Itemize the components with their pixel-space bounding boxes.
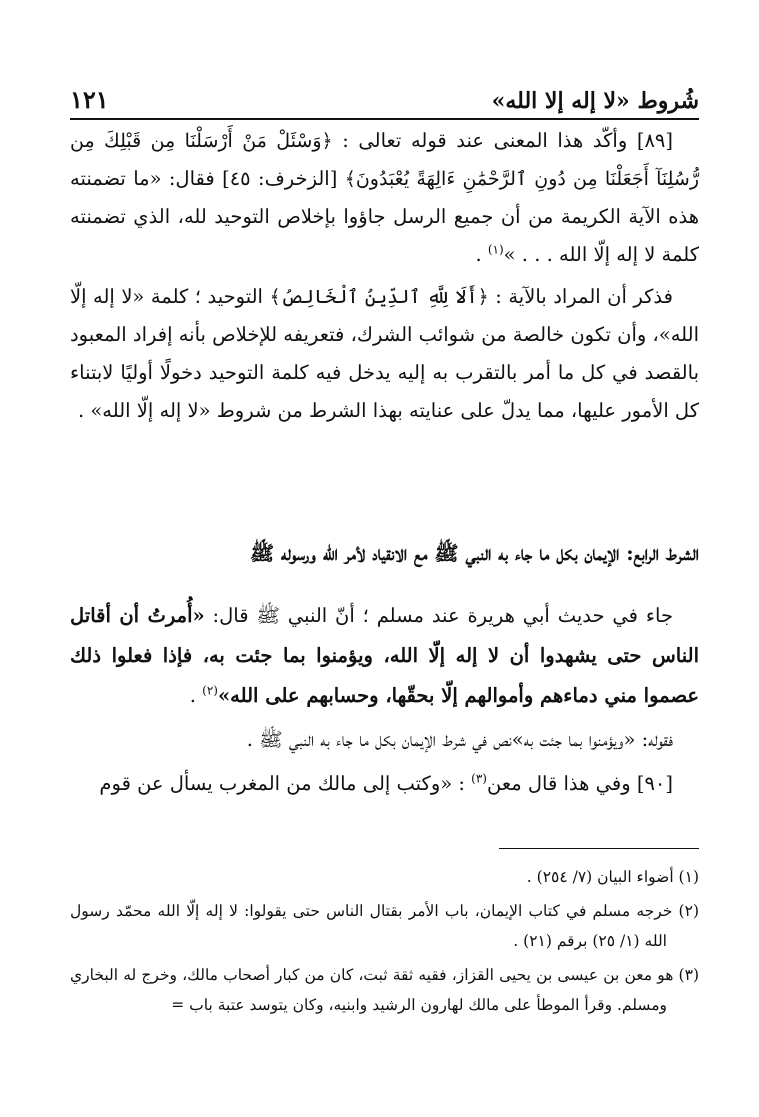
page-number: ١٢١ bbox=[70, 85, 109, 114]
paragraph-text: فذكر أن المراد بالآية : bbox=[488, 285, 673, 308]
paragraph-89 bbox=[70, 122, 699, 274]
paragraph-text: جاء في حديث أبي هريرة عند مسلم ؛ أنّ النبي ﷺ قال: bbox=[204, 604, 674, 627]
paragraph-text: [الزخرف: ٤٥] فقال: «ما تضمنته هذه الآية الكريمة من أن جميع الرسل جاؤوا بإخلاص التوحيد لله، الذي تضمنته كلمة لا إله إلّا الله . . . » bbox=[70, 167, 699, 266]
quran-verse: ﴿أَلَا لِلَّهِ ٱلدِّينُ ٱلْخَالِصُ﴾ bbox=[269, 286, 489, 308]
footnote-1: (١) أضواء البيان (٧/ ٢٥٤) . bbox=[526, 868, 699, 886]
running-header bbox=[70, 78, 699, 120]
footnote-ref-2: (٢) bbox=[202, 683, 218, 698]
paragraph-text: : «وكتب إلى مالك من المغرب يسأل عن قوم bbox=[99, 772, 472, 795]
paragraph-text: [٨٩] وأكّد هذا المعنى عند قوله تعالى : bbox=[332, 129, 674, 152]
footnote-ref-1: (١) bbox=[487, 242, 504, 257]
paragraph-hadith bbox=[70, 596, 699, 716]
hadith-quote: «أُمرتُ أن أقاتل الناس حتى يشهدوا أن لا إله إلّا الله، ويؤمنوا بما جئت به، فإذا فعلوا ذلك عصموا مني دماءهم وأموالهم إلّا بحقّها، وحسابهم على الله» bbox=[70, 604, 699, 707]
footnote-divider bbox=[499, 848, 699, 849]
quran-verse: ﴿وَسْئَلْ مَنْ أَرْسَلْنَا مِن قَبْلِكَ مِن رُّسُلِنَآ أَجَعَلْنَا مِن دُونِ ٱلرَّحْمَٰنِ ءَالِهَةً يُعْبَدُونَ﴾ bbox=[70, 130, 699, 190]
paragraph-commentary: فقوله: «ويؤمنوا بما جئت به»نص في شرط الإيمان بكل ما جاء به النبي ﷺ . bbox=[246, 728, 673, 751]
body-text-bottom bbox=[70, 596, 699, 804]
paragraph-text: التوحيد ؛ كلمة «لا إله إلّا الله»، وأن تكون خالصة من شوائب الشرك، فتعريفه للإخلاص بأنه إفراد المعبود بالقصد في كل ما أمر بالتقرب به إليه يدخل فيه كلمة التوحيد دخولًا أوليًا لابتناء كل الأمور عليها، مما يدلّ على عنايته بهذا الشرط من شروط «لا إله إلّا الله» . bbox=[70, 285, 699, 422]
body-text-top bbox=[70, 122, 699, 430]
footnote-ref-3: (٣) bbox=[471, 771, 487, 786]
paragraph-90 bbox=[70, 764, 699, 804]
paragraph-explanation bbox=[70, 278, 699, 430]
section-heading: الشرط الرابع: الإيمان بكل ما جاء به النبي ﷺ مع الانقياد لأمر الله ورسوله ﷺ bbox=[249, 541, 699, 565]
paragraph-text: . bbox=[475, 243, 488, 266]
footnote-2: (٢) خرجه مسلم في كتاب الإيمان، باب الأمر بقتال الناس حتى يقولوا: لا إله إلّا الله محمّد رسول الله (١/ ٢٥) برقم (٢١) . bbox=[70, 902, 699, 950]
header-title: شُروط «لا إله إلا الله» bbox=[491, 88, 699, 114]
footnotes bbox=[70, 862, 699, 1024]
paragraph-text: [٩٠] وفي هذا قال معن bbox=[486, 772, 673, 795]
footnote-3: (٣) هو معن بن عيسى بن يحيى القزاز، فقيه ثقة ثبت، كان من كبار أصحاب مالك، وخرج له البخاري ومسلم. وقرأ الموطأ على مالك لهارون الرشيد وابنيه، وكان يتوسد عتبة باب = bbox=[70, 966, 699, 1014]
paragraph-text: . bbox=[189, 684, 203, 707]
